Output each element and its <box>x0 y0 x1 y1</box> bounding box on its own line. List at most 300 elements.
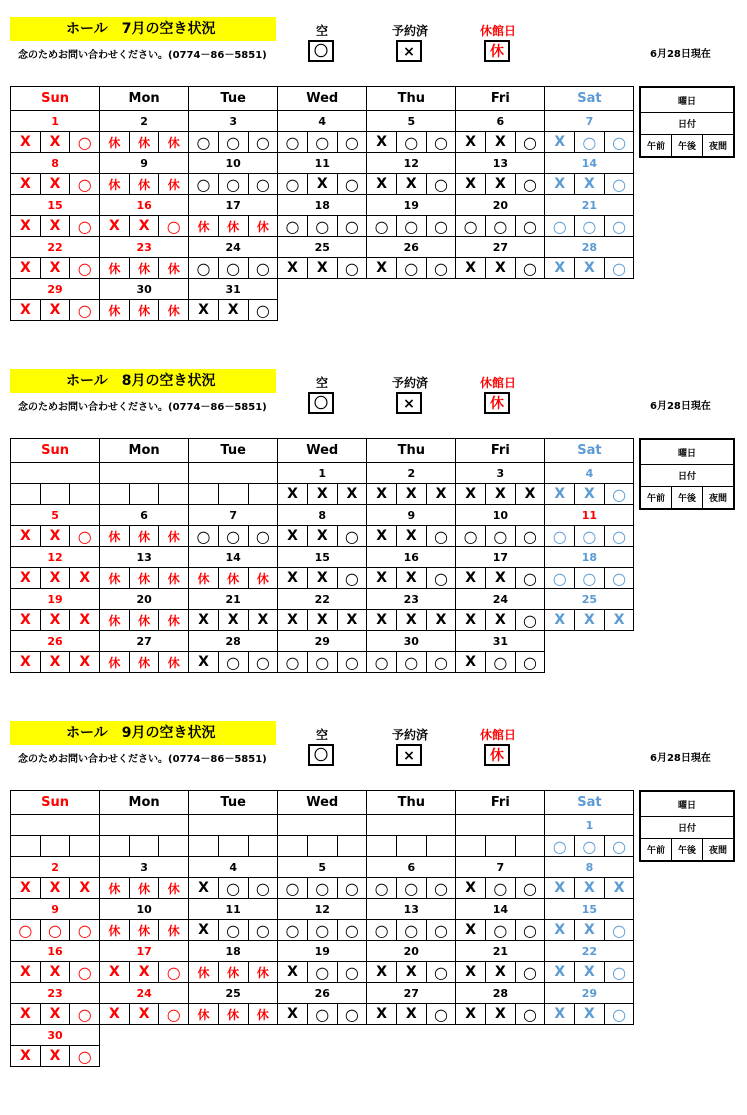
slot-night <box>426 836 456 857</box>
slot-night: ○ <box>426 568 456 589</box>
date-cell: 8 <box>11 153 100 174</box>
slot-pm: ○ <box>218 132 248 153</box>
calendar-table <box>10 790 634 1067</box>
slot-pm: X <box>129 1004 159 1025</box>
slot-am: 休 <box>100 258 130 279</box>
empty-cell <box>100 1046 189 1067</box>
slot-am: X <box>367 1004 397 1025</box>
slot-am: 休 <box>100 300 130 321</box>
slot-pm: X <box>307 526 337 547</box>
date-cell: 26 <box>367 237 456 258</box>
key-weekday: 曜日 <box>640 791 734 817</box>
slot-night: ○ <box>515 132 545 153</box>
slot-pm: ○ <box>575 836 605 857</box>
slot-night: ○ <box>426 878 456 899</box>
date-cell: 17 <box>189 195 278 216</box>
slot-am: ○ <box>189 174 219 195</box>
legend-closed-label: 休館日 <box>479 24 516 38</box>
slot-row <box>11 258 634 279</box>
date-cell: 25 <box>545 589 634 610</box>
slot-am: 休 <box>100 652 130 673</box>
slot-night <box>70 836 100 857</box>
date-cell: 6 <box>100 505 189 526</box>
slot-pm: X <box>396 484 426 505</box>
slot-pm: ○ <box>218 258 248 279</box>
slot-night: ○ <box>604 962 634 983</box>
slot-night: ○ <box>604 258 634 279</box>
slot-night: ○ <box>70 1004 100 1025</box>
legend-booked-label: 予約済 <box>391 376 428 390</box>
slot-night: ○ <box>604 920 634 941</box>
date-cell: 20 <box>367 941 456 962</box>
slot-night: ○ <box>70 920 100 941</box>
date-cell: 27 <box>456 237 545 258</box>
date-cell: 7 <box>545 111 634 132</box>
key-row <box>640 791 734 817</box>
empty-cell <box>456 300 545 321</box>
slot-night: ○ <box>515 258 545 279</box>
date-cell: 1 <box>11 111 100 132</box>
slot-pm <box>307 836 337 857</box>
slot-row <box>11 526 634 547</box>
date-cell: 29 <box>11 279 100 300</box>
date-cell: 14 <box>189 547 278 568</box>
slot-am: X <box>367 174 397 195</box>
slot-am: X <box>189 300 219 321</box>
slot-am: X <box>367 962 397 983</box>
slot-pm: ○ <box>396 920 426 941</box>
slot-row <box>11 300 634 321</box>
date-cell: 11 <box>278 153 367 174</box>
slot-am: X <box>545 610 575 631</box>
date-cell <box>100 815 189 836</box>
date-row <box>11 815 634 836</box>
key-night: 夜間 <box>703 839 735 862</box>
slot-pm: 休 <box>218 1004 248 1025</box>
slot-am: X <box>545 258 575 279</box>
slot-pm: ○ <box>218 652 248 673</box>
date-cell <box>11 815 100 836</box>
slot-pm: X <box>40 962 70 983</box>
slot-am: X <box>11 962 41 983</box>
weekday-thu: Thu <box>367 439 456 463</box>
slot-row <box>11 962 634 983</box>
slot-am <box>367 836 397 857</box>
slot-pm: 休 <box>129 610 159 631</box>
slot-night: X <box>604 610 634 631</box>
slot-am: X <box>11 258 41 279</box>
slot-night: ○ <box>337 132 367 153</box>
slot-row <box>11 484 634 505</box>
slot-pm: 休 <box>129 132 159 153</box>
slot-pm: ○ <box>218 526 248 547</box>
slot-night: 休 <box>248 962 278 983</box>
date-cell: 14 <box>545 153 634 174</box>
slot-pm: ○ <box>396 878 426 899</box>
slot-am: ○ <box>189 132 219 153</box>
date-cell: 31 <box>189 279 278 300</box>
slot-night: ○ <box>604 526 634 547</box>
slot-night: ○ <box>426 258 456 279</box>
date-row <box>11 195 634 216</box>
date-cell: 7 <box>456 857 545 878</box>
slot-am: ○ <box>456 216 486 237</box>
slot-am: X <box>11 652 41 673</box>
slot-am: 休 <box>189 1004 219 1025</box>
slot-pm: ○ <box>218 174 248 195</box>
date-row <box>11 111 634 132</box>
key-row <box>640 135 734 158</box>
weekday-header-row <box>11 791 634 815</box>
date-cell: 24 <box>189 237 278 258</box>
slot-pm: 休 <box>129 920 159 941</box>
slot-night: 休 <box>159 652 189 673</box>
slot-night: ○ <box>337 878 367 899</box>
slot-night: ○ <box>426 652 456 673</box>
date-cell: 28 <box>456 983 545 1004</box>
date-cell: 13 <box>367 899 456 920</box>
date-row <box>11 899 634 920</box>
empty-cell <box>545 631 634 652</box>
date-cell: 12 <box>278 899 367 920</box>
slot-pm <box>40 836 70 857</box>
slot-night: X <box>604 878 634 899</box>
date-cell: 3 <box>189 111 278 132</box>
weekday-tue: Tue <box>189 87 278 111</box>
date-cell: 8 <box>545 857 634 878</box>
date-cell: 7 <box>189 505 278 526</box>
slot-pm: 休 <box>218 568 248 589</box>
legend-closed-box: 休 <box>484 392 510 414</box>
slot-night: X <box>70 878 100 899</box>
date-cell: 29 <box>278 631 367 652</box>
date-cell: 4 <box>545 463 634 484</box>
slot-pm: ○ <box>575 568 605 589</box>
slot-pm <box>129 484 159 505</box>
slot-night: 休 <box>159 526 189 547</box>
slot-night <box>248 484 278 505</box>
key-table <box>639 438 735 510</box>
slot-pm: X <box>307 568 337 589</box>
legend-booked-label: 予約済 <box>391 728 428 742</box>
slot-am: X <box>11 1004 41 1025</box>
slot-am: X <box>11 300 41 321</box>
slot-pm: X <box>575 610 605 631</box>
date-row <box>11 237 634 258</box>
weekday-fri: Fri <box>456 439 545 463</box>
legend-closed-label: 休館日 <box>479 728 516 742</box>
key-pm: 午後 <box>672 839 703 862</box>
slot-night: X <box>70 610 100 631</box>
slot-am: X <box>367 568 397 589</box>
date-cell: 15 <box>278 547 367 568</box>
weekday-header-row <box>11 439 634 463</box>
date-cell <box>189 463 278 484</box>
slot-am: X <box>278 962 308 983</box>
slot-night: ○ <box>70 132 100 153</box>
slot-night: ○ <box>515 652 545 673</box>
slot-am: X <box>100 216 130 237</box>
slot-night: ○ <box>70 962 100 983</box>
slot-night: X <box>426 484 456 505</box>
slot-am: X <box>278 258 308 279</box>
slot-night: X <box>426 610 456 631</box>
slot-pm: 休 <box>129 526 159 547</box>
date-cell: 21 <box>545 195 634 216</box>
slot-pm: X <box>396 174 426 195</box>
slot-pm: ○ <box>218 920 248 941</box>
slot-am: X <box>367 132 397 153</box>
slot-am: X <box>545 1004 575 1025</box>
slot-am: 休 <box>189 962 219 983</box>
empty-cell <box>189 1025 278 1046</box>
key-date: 日付 <box>640 817 734 839</box>
date-cell: 23 <box>367 589 456 610</box>
slot-am <box>11 836 41 857</box>
date-cell: 31 <box>456 631 545 652</box>
slot-am: ○ <box>278 132 308 153</box>
slot-night: ○ <box>248 920 278 941</box>
empty-cell <box>189 1046 278 1067</box>
slot-pm: 休 <box>129 300 159 321</box>
date-cell: 26 <box>11 631 100 652</box>
slot-am: 休 <box>100 568 130 589</box>
slot-am: 休 <box>100 174 130 195</box>
slot-night: 休 <box>159 300 189 321</box>
slot-am: X <box>456 962 486 983</box>
date-cell: 20 <box>456 195 545 216</box>
slot-night: 休 <box>159 610 189 631</box>
key-am: 午前 <box>640 487 672 510</box>
weekday-sun: Sun <box>11 87 100 111</box>
slot-am: X <box>278 568 308 589</box>
date-cell: 9 <box>100 153 189 174</box>
legend-booked-box: × <box>396 392 422 414</box>
empty-cell <box>545 652 634 673</box>
date-cell: 3 <box>456 463 545 484</box>
date-cell: 24 <box>456 589 545 610</box>
date-cell: 15 <box>11 195 100 216</box>
as-of-date: 6月28日現在 <box>650 401 711 412</box>
date-cell: 5 <box>278 857 367 878</box>
weekday-thu: Thu <box>367 791 456 815</box>
empty-cell <box>545 1025 634 1046</box>
slot-row <box>11 1046 634 1067</box>
slot-am: X <box>367 610 397 631</box>
slot-night: ○ <box>248 300 278 321</box>
date-cell: 2 <box>11 857 100 878</box>
slot-pm: 休 <box>129 878 159 899</box>
slot-am: ○ <box>367 878 397 899</box>
slot-am: X <box>367 484 397 505</box>
slot-am: X <box>367 258 397 279</box>
slot-night: ○ <box>337 216 367 237</box>
weekday-mon: Mon <box>100 87 189 111</box>
date-cell: 4 <box>278 111 367 132</box>
slot-am: ○ <box>545 216 575 237</box>
slot-am: X <box>189 878 219 899</box>
key-am: 午前 <box>640 135 672 158</box>
key-night: 夜間 <box>703 487 735 510</box>
slot-night: ○ <box>515 216 545 237</box>
slot-am: X <box>278 610 308 631</box>
slot-am: X <box>189 920 219 941</box>
slot-am: X <box>100 962 130 983</box>
date-cell: 11 <box>189 899 278 920</box>
slot-pm: X <box>40 652 70 673</box>
slot-pm: X <box>40 174 70 195</box>
date-cell: 23 <box>100 237 189 258</box>
slot-night: ○ <box>337 526 367 547</box>
slot-am: X <box>545 174 575 195</box>
date-cell: 12 <box>11 547 100 568</box>
slot-night: ○ <box>70 300 100 321</box>
slot-night: ○ <box>159 962 189 983</box>
slot-pm: X <box>396 568 426 589</box>
weekday-sun: Sun <box>11 791 100 815</box>
slot-night: ○ <box>426 216 456 237</box>
slot-pm: ○ <box>486 216 516 237</box>
slot-am: 休 <box>100 610 130 631</box>
slot-pm <box>40 484 70 505</box>
slot-pm: ○ <box>396 132 426 153</box>
slot-night: ○ <box>337 1004 367 1025</box>
slot-night: ○ <box>426 132 456 153</box>
slot-night: ○ <box>337 962 367 983</box>
slot-pm: X <box>129 216 159 237</box>
slot-pm: 休 <box>218 216 248 237</box>
weekday-sat: Sat <box>545 791 634 815</box>
slot-am: X <box>456 484 486 505</box>
contact-note: 念のためお問い合わせください。(0774－86－5851) <box>18 50 267 61</box>
slot-am: X <box>11 568 41 589</box>
key-row <box>640 817 734 839</box>
date-row <box>11 1025 634 1046</box>
legend-closed-box: 休 <box>484 40 510 62</box>
slot-am <box>189 836 219 857</box>
slot-pm: X <box>40 568 70 589</box>
weekday-sat: Sat <box>545 87 634 111</box>
weekday-mon: Mon <box>100 791 189 815</box>
empty-cell <box>367 1046 456 1067</box>
slot-pm: 休 <box>129 652 159 673</box>
slot-night: X <box>70 652 100 673</box>
date-row <box>11 589 634 610</box>
date-cell: 3 <box>100 857 189 878</box>
key-table <box>639 790 735 862</box>
slot-night: ○ <box>159 1004 189 1025</box>
slot-night: ○ <box>604 1004 634 1025</box>
slot-am: ○ <box>278 652 308 673</box>
date-cell: 9 <box>11 899 100 920</box>
legend-empty-box: 〇 <box>308 392 334 414</box>
date-cell <box>189 815 278 836</box>
legend-empty-label: 空 <box>315 728 328 742</box>
slot-am: X <box>456 132 486 153</box>
slot-night: 休 <box>248 568 278 589</box>
slot-am <box>11 484 41 505</box>
slot-night: ○ <box>337 258 367 279</box>
key-row <box>640 113 734 135</box>
month-section <box>0 704 747 1066</box>
slot-am <box>100 836 130 857</box>
legend-empty-label: 空 <box>315 376 328 390</box>
slot-pm: 休 <box>129 174 159 195</box>
slot-row <box>11 132 634 153</box>
slot-night: ○ <box>426 526 456 547</box>
key-row <box>640 487 734 510</box>
slot-am: X <box>456 610 486 631</box>
key-row <box>640 439 734 465</box>
slot-am: X <box>456 652 486 673</box>
legend-empty-label: 空 <box>315 24 328 38</box>
slot-night: ○ <box>604 216 634 237</box>
date-cell: 22 <box>11 237 100 258</box>
empty-cell <box>278 300 367 321</box>
date-cell: 29 <box>545 983 634 1004</box>
slot-am: X <box>545 878 575 899</box>
key-row <box>640 87 734 113</box>
date-cell: 23 <box>11 983 100 1004</box>
slot-night: X <box>337 484 367 505</box>
key-date: 日付 <box>640 113 734 135</box>
slot-am: X <box>11 526 41 547</box>
weekday-fri: Fri <box>456 87 545 111</box>
as-of-date: 6月28日現在 <box>650 753 711 764</box>
slot-am: 休 <box>100 878 130 899</box>
slot-row <box>11 1004 634 1025</box>
slot-pm: ○ <box>307 216 337 237</box>
slot-night: ○ <box>337 174 367 195</box>
slot-pm: X <box>575 1004 605 1025</box>
slot-night: ○ <box>248 258 278 279</box>
date-cell: 22 <box>545 941 634 962</box>
slot-am: X <box>367 526 397 547</box>
empty-cell <box>545 1046 634 1067</box>
slot-night: 休 <box>159 920 189 941</box>
slot-pm: X <box>40 300 70 321</box>
slot-row <box>11 568 634 589</box>
legend-empty-box: 〇 <box>308 744 334 766</box>
slot-row <box>11 878 634 899</box>
date-cell: 16 <box>11 941 100 962</box>
slot-pm: X <box>575 484 605 505</box>
slot-pm: X <box>218 300 248 321</box>
date-cell <box>367 815 456 836</box>
date-cell: 13 <box>456 153 545 174</box>
legend-booked-box: × <box>396 40 422 62</box>
slot-pm: X <box>40 526 70 547</box>
key-am: 午前 <box>640 839 672 862</box>
slot-pm: X <box>40 216 70 237</box>
slot-am: X <box>456 1004 486 1025</box>
date-cell: 28 <box>189 631 278 652</box>
slot-pm <box>129 836 159 857</box>
slot-night: ○ <box>515 878 545 899</box>
slot-pm <box>218 484 248 505</box>
slot-am: X <box>456 568 486 589</box>
slot-am: X <box>456 258 486 279</box>
slot-am: X <box>11 174 41 195</box>
slot-night: ○ <box>426 174 456 195</box>
slot-pm: X <box>396 526 426 547</box>
slot-night: ○ <box>604 836 634 857</box>
date-cell <box>278 815 367 836</box>
slot-pm: X <box>575 174 605 195</box>
slot-night: 休 <box>159 258 189 279</box>
slot-am <box>189 484 219 505</box>
slot-am: ○ <box>545 526 575 547</box>
